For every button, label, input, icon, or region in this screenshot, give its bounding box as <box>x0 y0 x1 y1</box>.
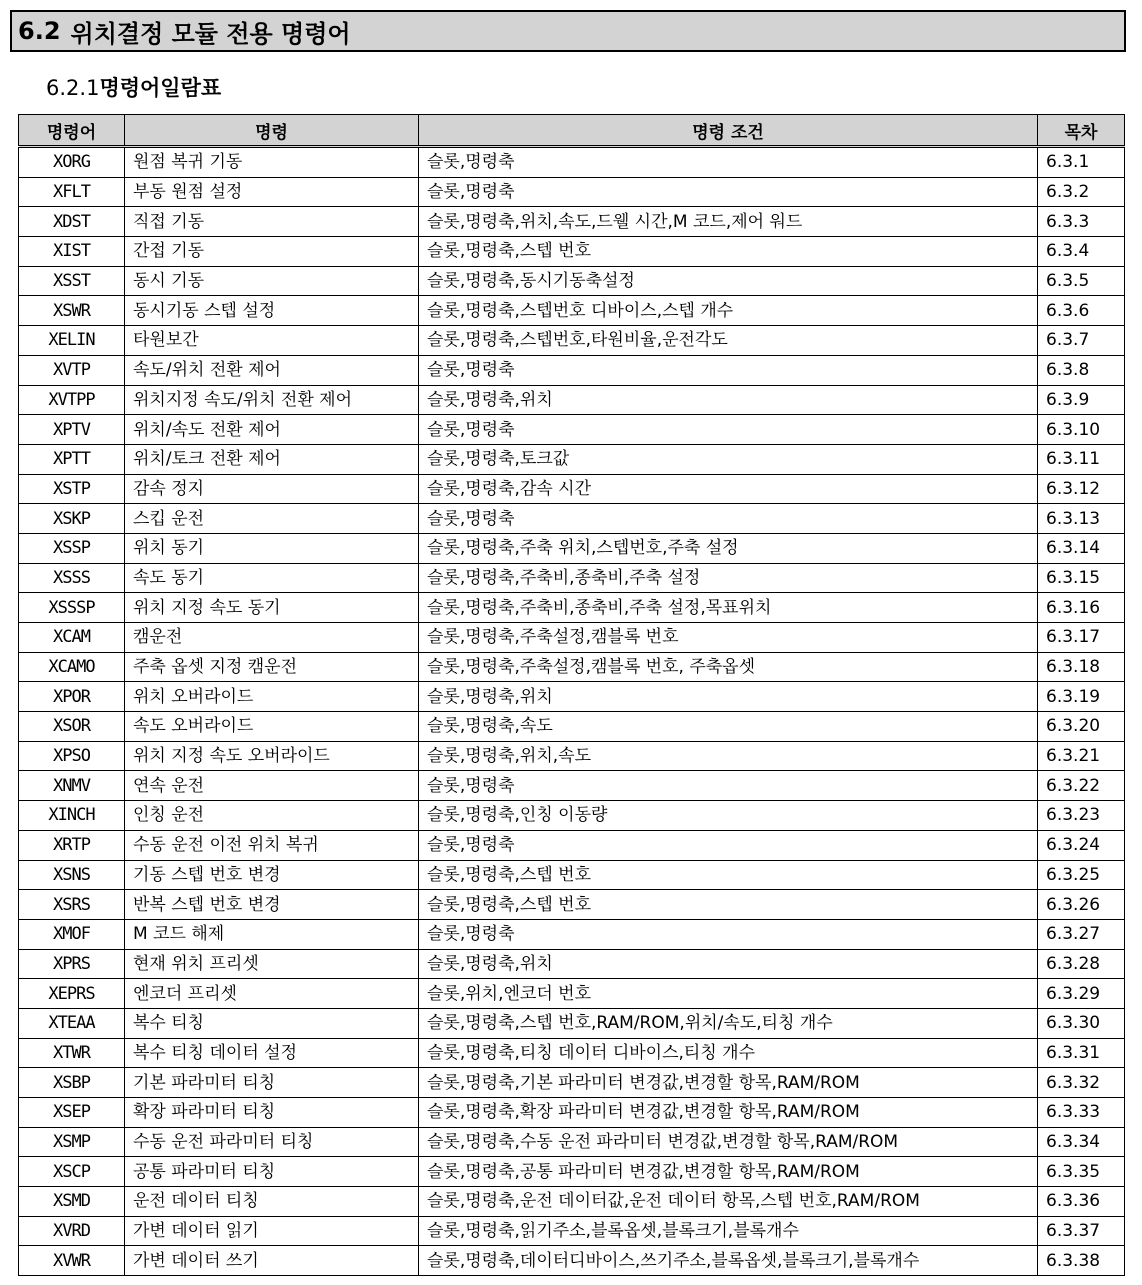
cell-condition: 슬롯,명령축,주축비,종축비,주축 설정 <box>419 563 1038 593</box>
table-row <box>19 801 1125 831</box>
cell-command: XEPRS <box>19 979 125 1009</box>
cell-name: 속도 오버라이드 <box>125 712 419 742</box>
table-row <box>19 147 1125 178</box>
cell-command: XSSP <box>19 533 125 563</box>
table-row <box>19 1187 1125 1217</box>
table-row <box>19 444 1125 474</box>
cell-condition: 슬롯,명령축,주축설정,캠블록 번호, 주축옵셋 <box>419 652 1038 682</box>
cell-index: 6.3.38 <box>1038 1246 1125 1276</box>
cell-index: 6.3.3 <box>1038 207 1125 237</box>
table-row <box>19 296 1125 326</box>
table-row <box>19 355 1125 385</box>
table-row <box>19 1038 1125 1068</box>
cell-index: 6.3.15 <box>1038 563 1125 593</box>
cell-condition: 슬롯,명령축,수동 운전 파라미터 변경값,변경할 항목,RAM/ROM <box>419 1127 1038 1157</box>
cell-name: 복수 티칭 데이터 설정 <box>125 1038 419 1068</box>
cell-command: XSMP <box>19 1127 125 1157</box>
cell-name: 감속 정지 <box>125 474 419 504</box>
cell-index: 6.3.16 <box>1038 593 1125 623</box>
cell-name: 연속 운전 <box>125 771 419 801</box>
table-row <box>19 504 1125 534</box>
cell-condition: 슬롯,명령축 <box>419 771 1038 801</box>
table-row <box>19 1098 1125 1128</box>
command-table <box>18 114 1125 1276</box>
cell-command: XSEP <box>19 1098 125 1128</box>
cell-condition: 슬롯,명령축,위치,속도,드웰 시간,M 코드,제어 워드 <box>419 207 1038 237</box>
cell-command: XSCP <box>19 1157 125 1187</box>
cell-index: 6.3.14 <box>1038 533 1125 563</box>
cell-name: 위치 동기 <box>125 533 419 563</box>
cell-index: 6.3.37 <box>1038 1216 1125 1246</box>
cell-name: 수동 운전 이전 위치 복귀 <box>125 830 419 860</box>
table-row <box>19 682 1125 712</box>
cell-name: 부동 원점 설정 <box>125 177 419 207</box>
table-row <box>19 712 1125 742</box>
cell-index: 6.3.18 <box>1038 652 1125 682</box>
cell-name: 가변 데이터 쓰기 <box>125 1246 419 1276</box>
cell-command: XORG <box>19 147 125 178</box>
cell-command: XSSSP <box>19 593 125 623</box>
table-row <box>19 741 1125 771</box>
cell-command: XIST <box>19 237 125 267</box>
cell-command: XSBP <box>19 1068 125 1098</box>
cell-name: 위치지정 속도/위치 전환 제어 <box>125 385 419 415</box>
table-row <box>19 1068 1125 1098</box>
cell-index: 6.3.5 <box>1038 266 1125 296</box>
cell-condition: 슬롯,명령축,주축 위치,스텝번호,주축 설정 <box>419 533 1038 563</box>
cell-command: XSWR <box>19 296 125 326</box>
cell-condition: 슬롯,명령축,주축설정,캠블록 번호 <box>419 623 1038 653</box>
cell-name: 인칭 운전 <box>125 801 419 831</box>
table-row <box>19 1246 1125 1276</box>
cell-command: XCAMO <box>19 652 125 682</box>
table-row <box>19 949 1125 979</box>
cell-name: 운전 데이터 티칭 <box>125 1187 419 1217</box>
table-row <box>19 593 1125 623</box>
cell-command: XVRD <box>19 1216 125 1246</box>
cell-command: XINCH <box>19 801 125 831</box>
cell-name: 위치/속도 전환 제어 <box>125 415 419 445</box>
cell-condition: 슬롯,명령축,확장 파라미터 변경값,변경할 항목,RAM/ROM <box>419 1098 1038 1128</box>
cell-index: 6.3.1 <box>1038 147 1125 178</box>
cell-command: XVWR <box>19 1246 125 1276</box>
cell-command: XSSS <box>19 563 125 593</box>
cell-condition: 슬롯,명령축 <box>419 830 1038 860</box>
cell-index: 6.3.35 <box>1038 1157 1125 1187</box>
cell-command: XMOF <box>19 919 125 949</box>
cell-condition: 슬롯,명령축,스텝번호 디바이스,스텝 개수 <box>419 296 1038 326</box>
cell-command: XTWR <box>19 1038 125 1068</box>
cell-index: 6.3.12 <box>1038 474 1125 504</box>
cell-index: 6.3.31 <box>1038 1038 1125 1068</box>
table-row <box>19 1127 1125 1157</box>
cell-index: 6.3.6 <box>1038 296 1125 326</box>
cell-name: 위치 지정 속도 오버라이드 <box>125 741 419 771</box>
section-header <box>10 10 1126 52</box>
section-title: 위치결정 모듈 전용 명령어 <box>70 19 351 48</box>
table-row <box>19 1008 1125 1038</box>
cell-index: 6.3.29 <box>1038 979 1125 1009</box>
cell-command: XPTT <box>19 444 125 474</box>
cell-name: 확장 파라미터 티칭 <box>125 1098 419 1128</box>
cell-name: 위치/토크 전환 제어 <box>125 444 419 474</box>
cell-command: XNMV <box>19 771 125 801</box>
cell-command: XSMD <box>19 1187 125 1217</box>
cell-condition: 슬롯,명령축,스텝 번호 <box>419 237 1038 267</box>
cell-command: XSST <box>19 266 125 296</box>
cell-name: 동시 기동 <box>125 266 419 296</box>
table-row <box>19 266 1125 296</box>
cell-command: XPTV <box>19 415 125 445</box>
cell-index: 6.3.4 <box>1038 237 1125 267</box>
cell-index: 6.3.8 <box>1038 355 1125 385</box>
table-row <box>19 830 1125 860</box>
cell-index: 6.3.30 <box>1038 1008 1125 1038</box>
cell-name: 직접 기동 <box>125 207 419 237</box>
header-name: 명령 <box>125 115 419 147</box>
cell-index: 6.3.10 <box>1038 415 1125 445</box>
cell-command: XVTP <box>19 355 125 385</box>
cell-condition: 슬롯,위치,엔코더 번호 <box>419 979 1038 1009</box>
cell-name: 수동 운전 파라미터 티칭 <box>125 1127 419 1157</box>
cell-name: 타원보간 <box>125 326 419 356</box>
cell-condition: 슬롯,명령축,인칭 이동량 <box>419 801 1038 831</box>
cell-condition: 슬롯,명령축 <box>419 177 1038 207</box>
cell-condition: 슬롯,명령축,위치,속도 <box>419 741 1038 771</box>
cell-command: XTEAA <box>19 1008 125 1038</box>
cell-command: XSNS <box>19 860 125 890</box>
cell-condition: 슬롯,명령축,토크값 <box>419 444 1038 474</box>
cell-index: 6.3.22 <box>1038 771 1125 801</box>
cell-index: 6.3.23 <box>1038 801 1125 831</box>
table-row <box>19 385 1125 415</box>
cell-name: 위치 오버라이드 <box>125 682 419 712</box>
cell-name: M 코드 해제 <box>125 919 419 949</box>
table-header-row <box>19 115 1125 147</box>
cell-condition: 슬롯,명령축 <box>419 504 1038 534</box>
cell-command: XSTP <box>19 474 125 504</box>
table-row <box>19 563 1125 593</box>
table-row <box>19 326 1125 356</box>
cell-index: 6.3.2 <box>1038 177 1125 207</box>
cell-condition: 슬롯,명령축,스텝번호,타원비율,운전각도 <box>419 326 1038 356</box>
table-row <box>19 1216 1125 1246</box>
cell-name: 동시기동 스텝 설정 <box>125 296 419 326</box>
cell-command: XPRS <box>19 949 125 979</box>
cell-index: 6.3.13 <box>1038 504 1125 534</box>
cell-condition: 슬롯,명령축 <box>419 919 1038 949</box>
cell-condition: 슬롯,명령축,운전 데이터값,운전 데이터 항목,스텝 번호,RAM/ROM <box>419 1187 1038 1217</box>
cell-condition: 슬롯,명령축,기본 파라미터 변경값,변경할 항목,RAM/ROM <box>419 1068 1038 1098</box>
cell-index: 6.3.26 <box>1038 890 1125 920</box>
cell-command: XPSO <box>19 741 125 771</box>
cell-name: 엔코더 프리셋 <box>125 979 419 1009</box>
cell-index: 6.3.20 <box>1038 712 1125 742</box>
subsection-heading <box>46 72 221 102</box>
table-row <box>19 415 1125 445</box>
subsection-number: 6.2.1 <box>46 76 100 100</box>
cell-condition: 슬롯,명령축,속도 <box>419 712 1038 742</box>
cell-condition: 슬롯,명령축 <box>419 147 1038 178</box>
cell-command: XVTPP <box>19 385 125 415</box>
header-index: 목차 <box>1038 115 1125 147</box>
subsection-title: 명령어일람표 <box>99 76 222 100</box>
cell-name: 주축 옵셋 지정 캠운전 <box>125 652 419 682</box>
cell-command: XRTP <box>19 830 125 860</box>
cell-condition: 슬롯,명령축,스텝 번호 <box>419 860 1038 890</box>
header-condition: 명령 조건 <box>419 115 1038 147</box>
cell-command: XSRS <box>19 890 125 920</box>
section-number: 6.2 <box>18 17 61 45</box>
cell-name: 스킵 운전 <box>125 504 419 534</box>
cell-command: XCAM <box>19 623 125 653</box>
cell-index: 6.3.9 <box>1038 385 1125 415</box>
cell-index: 6.3.24 <box>1038 830 1125 860</box>
cell-condition: 슬롯,명령축 <box>419 415 1038 445</box>
cell-index: 6.3.11 <box>1038 444 1125 474</box>
cell-name: 위치 지정 속도 동기 <box>125 593 419 623</box>
cell-index: 6.3.32 <box>1038 1068 1125 1098</box>
table-row <box>19 237 1125 267</box>
table-row <box>19 533 1125 563</box>
table-row <box>19 919 1125 949</box>
table-row <box>19 474 1125 504</box>
cell-name: 복수 티칭 <box>125 1008 419 1038</box>
cell-condition: 슬롯,명령축,읽기주소,블록옵셋,블록크기,블록개수 <box>419 1216 1038 1246</box>
cell-name: 공통 파라미터 티칭 <box>125 1157 419 1187</box>
cell-name: 원점 복귀 기동 <box>125 147 419 178</box>
cell-condition: 슬롯,명령축,스텝 번호,RAM/ROM,위치/속도,티칭 개수 <box>419 1008 1038 1038</box>
cell-condition: 슬롯,명령축,스텝 번호 <box>419 890 1038 920</box>
table-row <box>19 890 1125 920</box>
cell-index: 6.3.7 <box>1038 326 1125 356</box>
cell-index: 6.3.36 <box>1038 1187 1125 1217</box>
table-row <box>19 177 1125 207</box>
cell-name: 현재 위치 프리셋 <box>125 949 419 979</box>
table-row <box>19 1157 1125 1187</box>
cell-index: 6.3.28 <box>1038 949 1125 979</box>
cell-name: 속도 동기 <box>125 563 419 593</box>
cell-condition: 슬롯,명령축,감속 시간 <box>419 474 1038 504</box>
header-command: 명령어 <box>19 115 125 147</box>
cell-condition: 슬롯,명령축,동시기동축설정 <box>419 266 1038 296</box>
cell-index: 6.3.33 <box>1038 1098 1125 1128</box>
cell-condition: 슬롯,명령축,주축비,종축비,주축 설정,목표위치 <box>419 593 1038 623</box>
cell-name: 간접 기동 <box>125 237 419 267</box>
cell-name: 기동 스텝 번호 변경 <box>125 860 419 890</box>
cell-name: 기본 파라미터 티칭 <box>125 1068 419 1098</box>
cell-index: 6.3.21 <box>1038 741 1125 771</box>
cell-command: XELIN <box>19 326 125 356</box>
cell-name: 속도/위치 전환 제어 <box>125 355 419 385</box>
cell-condition: 슬롯,명령축,데이터디바이스,쓰기주소,블록옵셋,블록크기,블록개수 <box>419 1246 1038 1276</box>
table-row <box>19 860 1125 890</box>
table-row <box>19 979 1125 1009</box>
cell-command: XDST <box>19 207 125 237</box>
table-row <box>19 771 1125 801</box>
cell-name: 반복 스텝 번호 변경 <box>125 890 419 920</box>
cell-condition: 슬롯,명령축,공통 파라미터 변경값,변경할 항목,RAM/ROM <box>419 1157 1038 1187</box>
cell-index: 6.3.17 <box>1038 623 1125 653</box>
cell-command: XSOR <box>19 712 125 742</box>
cell-index: 6.3.19 <box>1038 682 1125 712</box>
table-row <box>19 652 1125 682</box>
cell-condition: 슬롯,명령축 <box>419 355 1038 385</box>
cell-index: 6.3.27 <box>1038 919 1125 949</box>
cell-name: 가변 데이터 읽기 <box>125 1216 419 1246</box>
cell-name: 캠운전 <box>125 623 419 653</box>
cell-command: XSKP <box>19 504 125 534</box>
table-row <box>19 207 1125 237</box>
cell-index: 6.3.34 <box>1038 1127 1125 1157</box>
cell-condition: 슬롯,명령축,위치 <box>419 682 1038 712</box>
cell-command: XFLT <box>19 177 125 207</box>
cell-index: 6.3.25 <box>1038 860 1125 890</box>
cell-command: XPOR <box>19 682 125 712</box>
cell-condition: 슬롯,명령축,위치 <box>419 949 1038 979</box>
cell-condition: 슬롯,명령축,티칭 데이터 디바이스,티칭 개수 <box>419 1038 1038 1068</box>
table-row <box>19 623 1125 653</box>
cell-condition: 슬롯,명령축,위치 <box>419 385 1038 415</box>
